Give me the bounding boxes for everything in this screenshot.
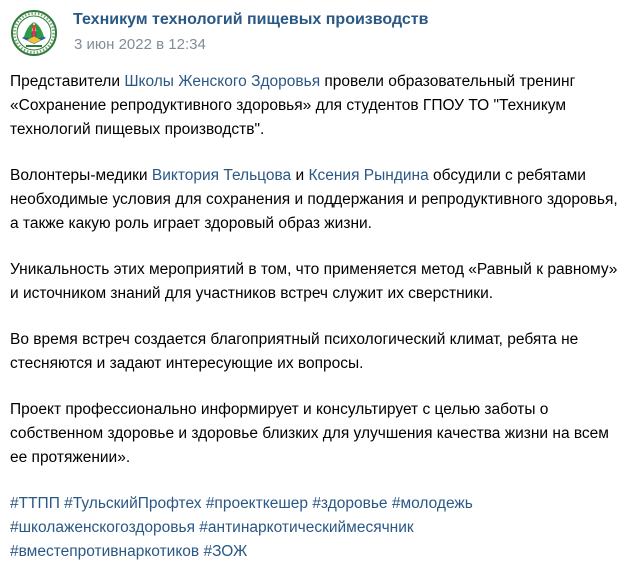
user-mention-link[interactable]: Виктория Тельцова bbox=[151, 167, 292, 184]
hashtag-link[interactable]: #школаженскогоздоровья bbox=[10, 519, 195, 536]
paragraph-1 bbox=[10, 70, 628, 142]
school-mention-link[interactable]: Школы Женского Здоровья bbox=[124, 73, 321, 90]
paragraph-4: Во время встреч создается благоприятный психологический климат, ребята не стесняются и задают интересующие их вопросы. bbox=[10, 331, 579, 372]
user-mention-link[interactable]: Ксения Рындина bbox=[308, 167, 429, 184]
group-name-link[interactable]: Техникум технологий пищевых производств bbox=[73, 11, 429, 28]
hashtag-link[interactable]: #здоровье bbox=[312, 495, 388, 512]
hashtag-link[interactable]: #ТульскийПрофтех bbox=[64, 495, 202, 512]
post-date[interactable]: 3 июн 2022 в 12:34 bbox=[74, 36, 206, 53]
text-segment: Представители bbox=[10, 73, 125, 90]
hashtag-link[interactable]: #вместепротивнаркотиков bbox=[10, 543, 200, 560]
paragraph-3: Уникальность этих мероприятий в том, что применяется метод «Равный к равному» и источником знаний для участников встреч служит их сверстники. bbox=[10, 261, 618, 302]
hashtag-block bbox=[10, 492, 628, 564]
paragraph-2 bbox=[10, 164, 628, 236]
paragraph-5: Проект профессионально информирует и консультирует с целью заботы о собственном здоровье и здоровье близких для улучшения качества жизни на всем ее протяжении». bbox=[10, 401, 609, 466]
hashtag-link[interactable]: #проекткешер bbox=[205, 495, 308, 512]
post-text bbox=[10, 70, 628, 564]
text-segment: и bbox=[291, 167, 309, 184]
hashtag-link[interactable]: #молодежь bbox=[391, 495, 473, 512]
text-segment: Волонтеры-медики bbox=[10, 167, 152, 184]
text-segment: провели образовательный тренинг «Сохранение репродуктивного здоровья» для студентов ГПОУ ТО "Техникум технологий пищевых производств". bbox=[10, 73, 576, 138]
hashtag-link[interactable]: #ТТПП bbox=[10, 495, 60, 512]
group-avatar[interactable] bbox=[10, 9, 58, 57]
hashtag-link[interactable]: #ЗОЖ bbox=[203, 543, 248, 560]
hashtag-link[interactable]: #антинаркотическиймесячник bbox=[199, 519, 414, 536]
text-segment: обсудили с ребятами необходимые условия для сохранения и поддержания и репродуктивного здоровья, а также какую роль играет здоровый образ жизни. bbox=[10, 167, 618, 232]
college-emblem-logo-icon bbox=[10, 9, 58, 57]
